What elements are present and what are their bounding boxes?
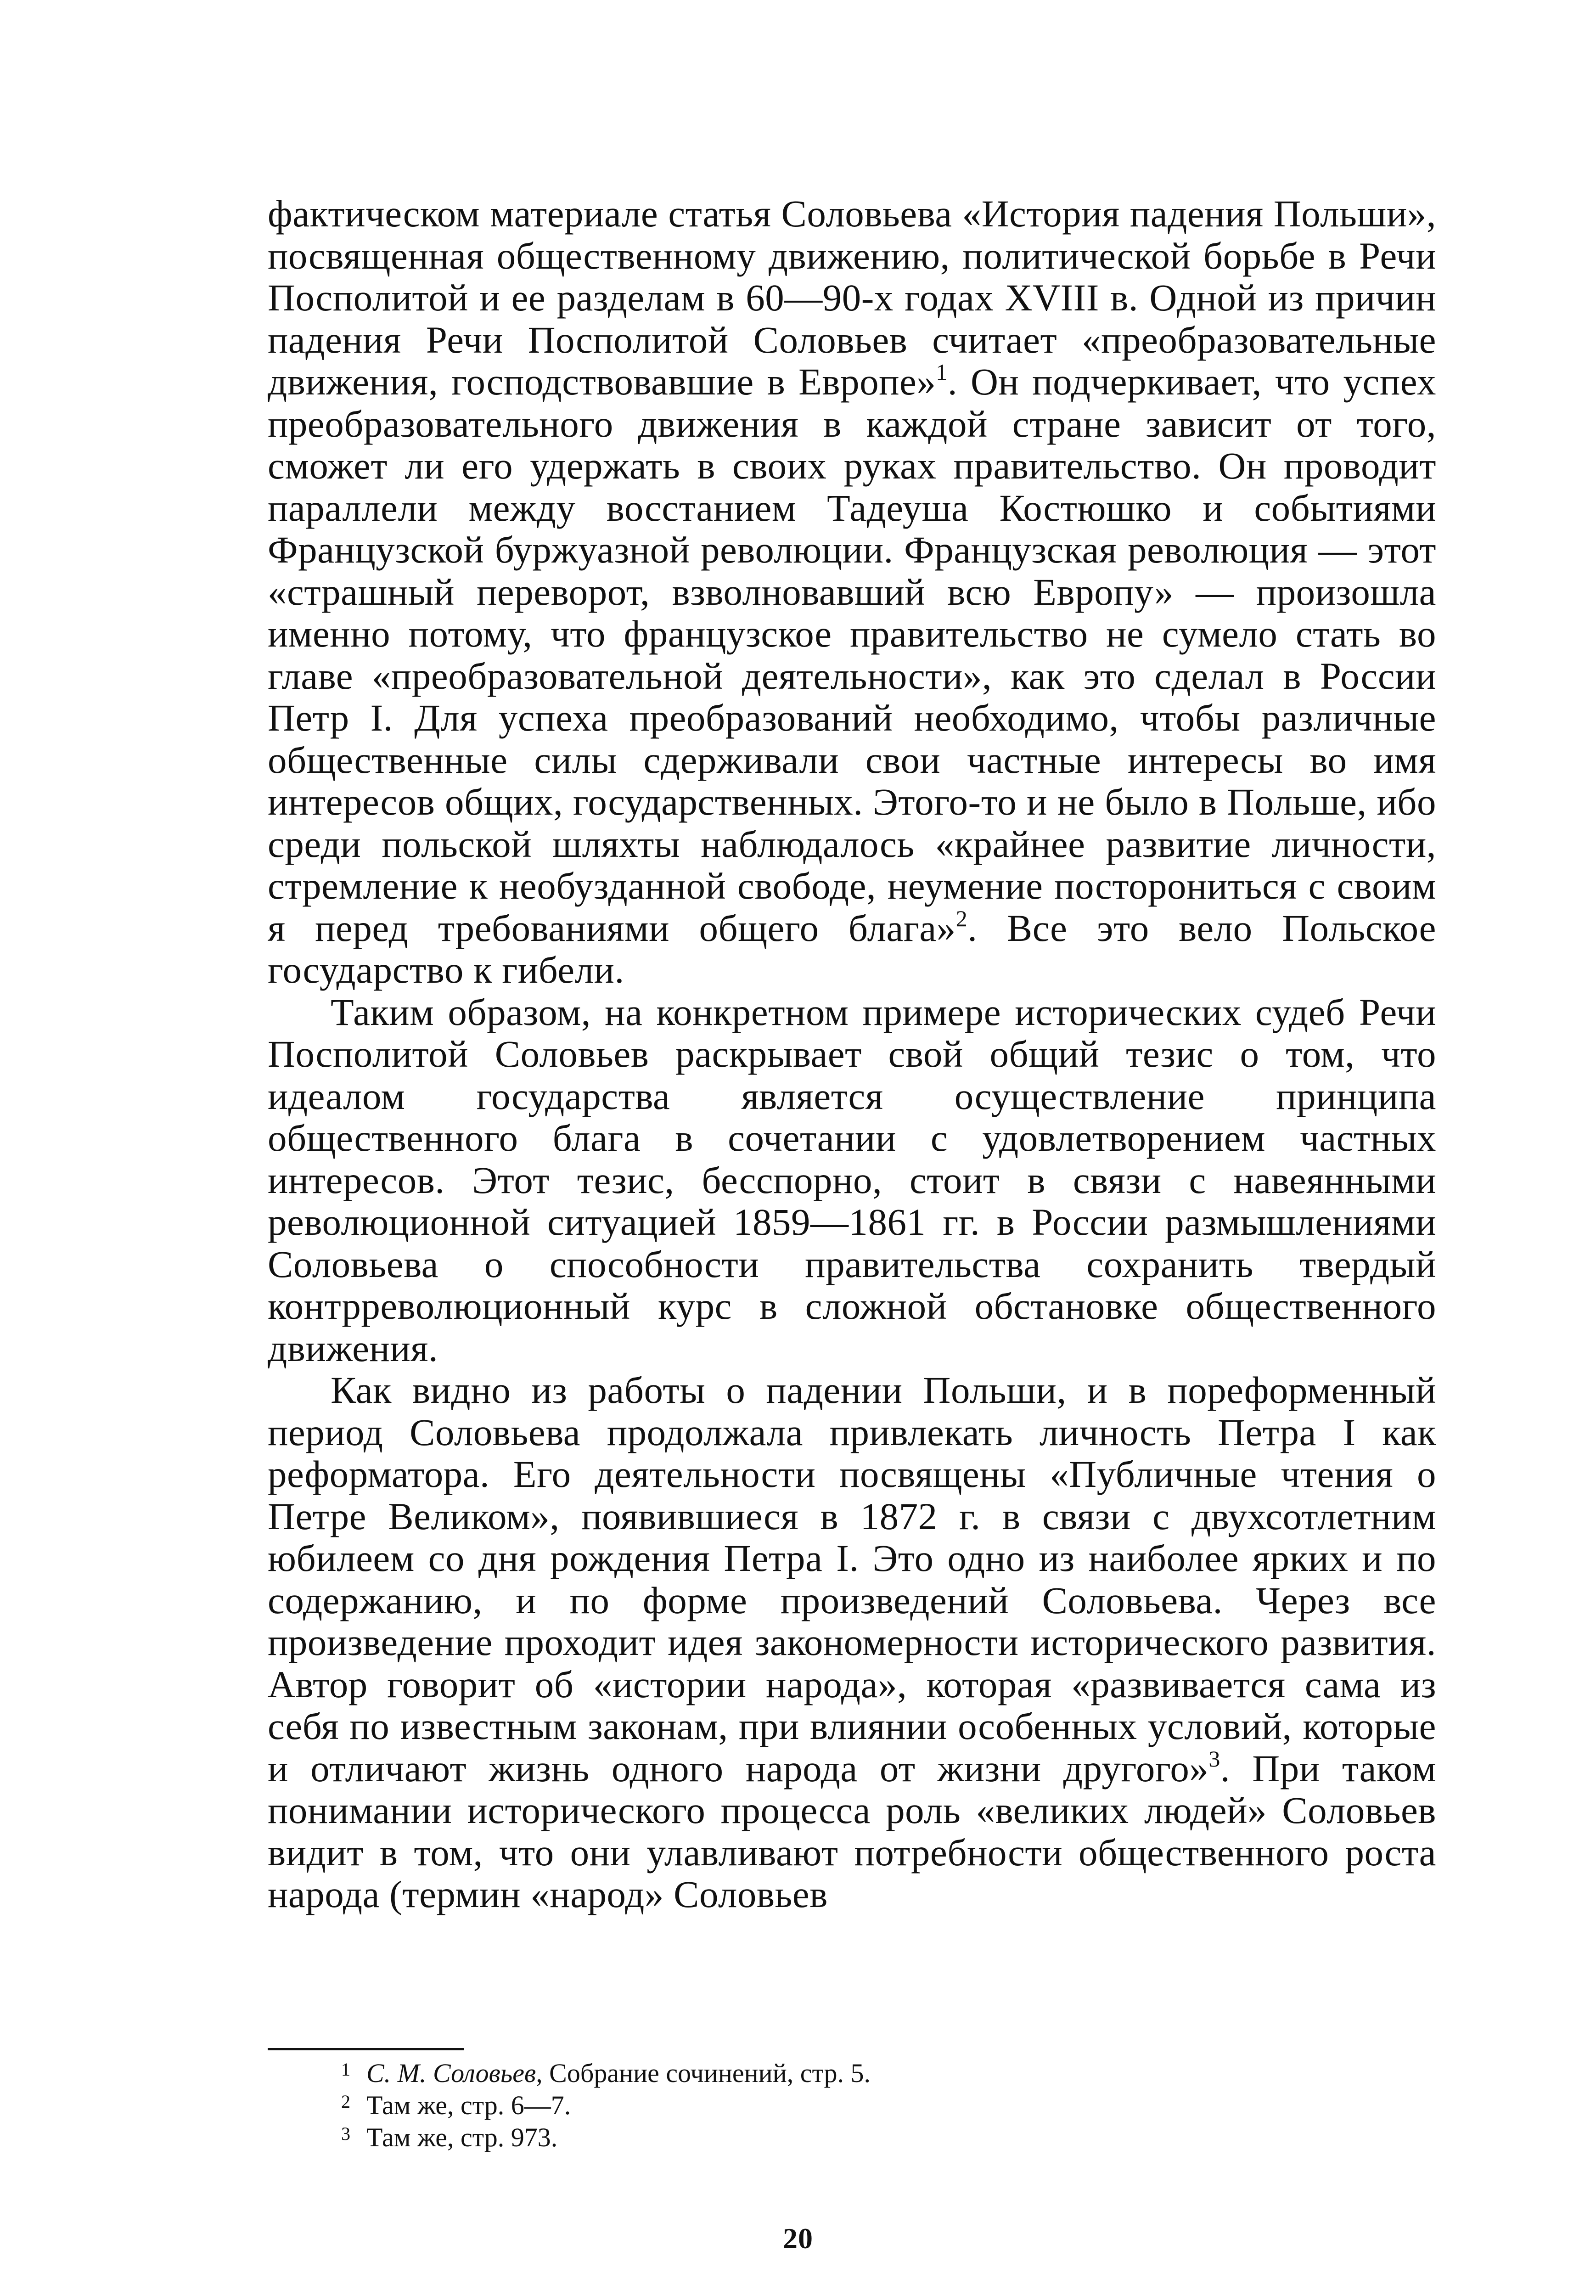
footnote-text: Собрание сочинений, стр. 5.: [542, 2058, 871, 2088]
page-number: 20: [783, 2222, 813, 2255]
paragraph-3-part-a: Как видно из работы о падении Польши, и в пореформенный период Соловьева продолжала привлекать личность Петра I как реформатора. Его деятельности посвящены «Публичные чтения о Петре Великом», появившиеся в 1872 г. в связи с двухсотлетним юбилеем со дня рождения Петра I. Это одно из наиболее ярких и по содержанию, и по форме произведений Соловьева. Через все произведение проходит идея закономерности исторического развития. Автор говорит об «истории народа», которая «развивается сама из себя по известным законам, при влиянии особенных условий, которые и отличают жизнь одного народа от жизни другого»: [268, 1369, 1436, 1790]
footnote-3: [268, 2122, 1436, 2154]
footnote-2: [268, 2089, 1436, 2122]
paragraph-1: [268, 193, 1436, 991]
footnote-number: 1: [341, 2059, 350, 2080]
main-text: [268, 193, 1436, 1916]
footnote-ref-3[interactable]: 3: [1208, 1745, 1220, 1772]
paragraph-3: [268, 1369, 1436, 1916]
footnote-divider: [268, 2048, 464, 2050]
paragraph-1-part-c: . Все это вело Польское государство к гибели.: [268, 906, 1436, 991]
footnote-number: 2: [341, 2091, 350, 2112]
footnote-ref-1[interactable]: 1: [936, 359, 948, 385]
footnote-number: 3: [341, 2123, 350, 2144]
footnote-text: Там же, стр. 973.: [366, 2122, 558, 2152]
paragraph-1-part-a: фактическом материале статья Соловьева «История падения Польши», посвященная общественному движению, политической борьбе в Речи Посполитой и ее разделам в 60—90-х годах XVIII в. Одной из причин падения Речи Посполитой Соловьев считает «преобразовательные движения, господствовавшие в Европе»: [268, 192, 1436, 403]
paragraph-1-part-b: . Он подчеркивает, что успех преобразовательного движения в каждой стране зависит от того, сможет ли его удержать в своих руках правительство. Он проводит параллели между восстанием Тадеуша Костюшко и событиями Французской буржуазной революции. Французская революция — этот «страшный переворот, взволновавший всю Европу» — произошла именно потому, что французское правительство не сумело стать во главе «преобразовательной деятельности», как это сделал в России Петр I. Для успеха преобразований необходимо, чтобы различные общественные силы сдерживали свои частные интересы во имя интересов общих, государственных. Этого-то и не было в Польше, ибо среди польской шляхты наблюдалось «крайнее развитие личности, стремление к необузданной свободе, неумение посторониться с своим я перед требованиями общего блага»: [268, 360, 1436, 949]
footnotes: [268, 2057, 1436, 2154]
footnote-1: [268, 2057, 1436, 2089]
paragraph-3-part-b: . При таком понимании исторического процесса роль «великих людей» Соловьев видит в том, что они улавливают потребности общественного роста народа (термин «народ» Соловьев: [268, 1747, 1436, 1915]
page-body: [268, 193, 1436, 1916]
footnote-ref-2[interactable]: 2: [955, 905, 968, 931]
footnote-text: Там же, стр. 6—7.: [366, 2090, 571, 2120]
footnote-author: С. М. Соловьев,: [366, 2058, 543, 2088]
paragraph-2: Таким образом, на конкретном примере исторических судеб Речи Посполитой Соловьев раскрывает свой общий тезис о том, что идеалом государства является осуществление принципа общественного блага в сочетании с удовлетворением частных интересов. Этот тезис, бесспорно, стоит в связи с навеянными революционной ситуацией 1859—1861 гг. в России размышлениями Соловьева о способности правительства сохранить твердый контрреволюционный курс в сложной обстановке общественного движения.: [268, 990, 1436, 1369]
